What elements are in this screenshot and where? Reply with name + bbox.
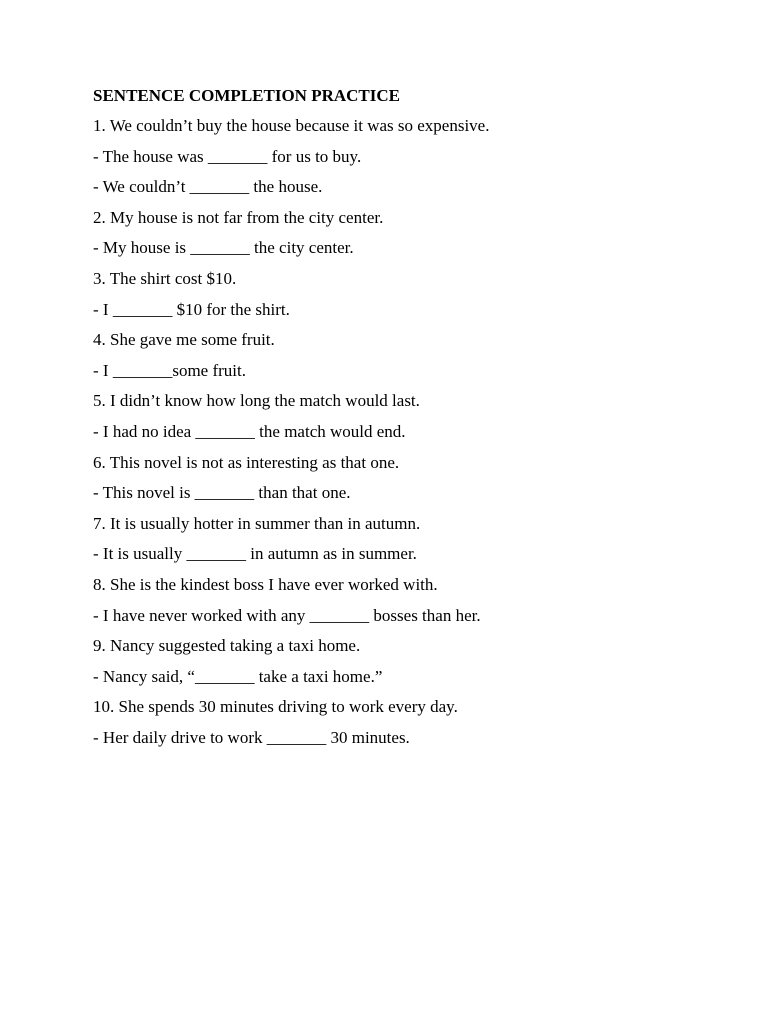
answer-4: - I _______some fruit. <box>93 360 246 380</box>
question-4: 4. She gave me some fruit. <box>93 330 275 350</box>
question-6: 6. This novel is not as interesting as that one. <box>93 452 400 472</box>
question-5: 5. I didn’t know how long the match would last. <box>93 391 420 411</box>
answer-2: - My house is _______ the city center. <box>93 238 354 258</box>
question-10: 10. She spends 30 minutes driving to work every day. <box>93 697 458 717</box>
answer-10: - Her daily drive to work _______ 30 minutes. <box>93 727 410 747</box>
question-7: 7. It is usually hotter in summer than in autumn. <box>93 513 421 533</box>
answer-6: - This novel is _______ than that one. <box>93 483 351 503</box>
answer-7: - It is usually _______ in autumn as in summer. <box>93 544 417 564</box>
answer-3: - I _______ $10 for the shirt. <box>93 299 290 319</box>
answer-5: - I had no idea _______ the match would end. <box>93 421 406 441</box>
question-3: 3. The shirt cost $10. <box>93 268 237 288</box>
answer-1b: - We couldn’t _______ the house. <box>93 177 323 197</box>
answer-1a: - The house was _______ for us to buy. <box>93 146 362 166</box>
question-2: 2. My house is not far from the city center. <box>93 207 384 227</box>
question-1: 1. We couldn’t buy the house because it was so expensive. <box>93 116 490 135</box>
answer-8: - I have never worked with any _______ bosses than her. <box>93 605 481 625</box>
document-title: SENTENCE COMPLETION PRACTICE <box>93 86 400 105</box>
question-9: 9. Nancy suggested taking a taxi home. <box>93 636 361 656</box>
document-page <box>93 86 693 758</box>
answer-9: - Nancy said, “_______ take a taxi home.” <box>93 666 383 686</box>
question-8: 8. She is the kindest boss I have ever worked with. <box>93 574 438 594</box>
